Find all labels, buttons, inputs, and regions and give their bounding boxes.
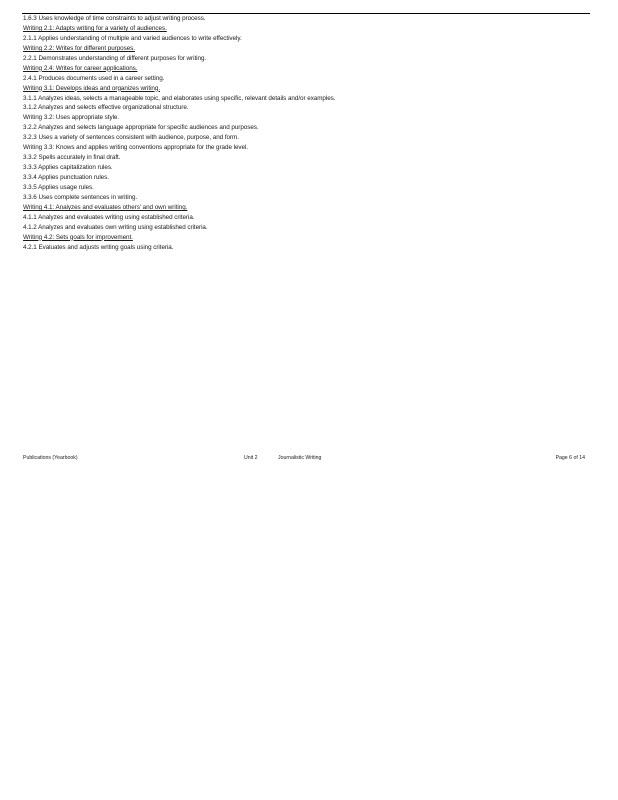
standard-item: 2.4.1 Produces documents used in a career setting. (23, 74, 165, 82)
standard-item: 4.1.2 Analyzes and evaluates own writing using established criteria. (23, 223, 208, 231)
standard-heading: Writing 2.4: Writes for career applications. (23, 64, 138, 72)
standard-item: 2.2.1 Demonstrates understanding of different purposes for writing. (23, 54, 207, 62)
page-footer (0, 453, 618, 463)
standard-item: 3.3.5 Applies usage rules. (23, 183, 94, 191)
footer-unit-title: Journalistic Writing (278, 455, 322, 461)
standard-heading: Writing 2.2: Writes for different purposes. (23, 44, 135, 52)
standard-heading: Writing 4.2: Sets goals for improvement. (23, 233, 133, 241)
standard-item: 3.2.3 Uses a variety of sentences consistent with audience, purpose, and form. (23, 134, 239, 142)
standard-item: Writing 3.3: Knows and applies writing conventions appropriate for the grade level. (23, 144, 249, 152)
footer-unit: Unit 2 (244, 455, 258, 461)
footer-page-number: Page 6 of 14 (555, 455, 585, 461)
standard-item: 3.3.4 Applies punctuation rules. (23, 174, 109, 181)
standard-item: 3.2.2 Analyzes and selects language appropriate for specific audiences and purposes. (23, 124, 259, 132)
standard-heading: Writing 3.1: Develops ideas and organizes writing. (23, 84, 161, 92)
standard-heading: Writing 4.1: Analyzes and evaluates others' and own writing. (23, 203, 188, 211)
standard-item: 4.2.1 Evaluates and adjusts writing goals using criteria. (23, 243, 174, 251)
standard-heading: Writing 2.1: Adapts writing for a variety of audiences. (23, 24, 167, 32)
standard-item: 1.6.3 Uses knowledge of time constraints to adjust writing process. (23, 15, 206, 22)
standard-item: 3.3.2 Spells accurately in final draft. (23, 154, 121, 162)
standard-item: 3.3.6 Uses complete sentences in writing. (23, 193, 138, 201)
footer-course: Publications (Yearbook) (23, 455, 78, 461)
standards-list (23, 14, 593, 253)
standard-item: Writing 3.2: Uses appropriate style. (23, 114, 120, 122)
standard-item: 3.1.2 Analyzes and selects effective organizational structure. (23, 104, 189, 112)
standard-item: 3.1.1 Analyzes ideas, selects a manageable topic, and elaborates using specific, relevant details and/or examples. (23, 94, 336, 102)
standard-item: 4.1.1 Analyzes and evaluates writing using established criteria. (23, 213, 195, 221)
standard-item: 3.3.3 Applies capitalization rules. (23, 164, 113, 172)
standard-item: 2.1.1 Applies understanding of multiple and varied audiences to write effectively. (23, 34, 242, 42)
